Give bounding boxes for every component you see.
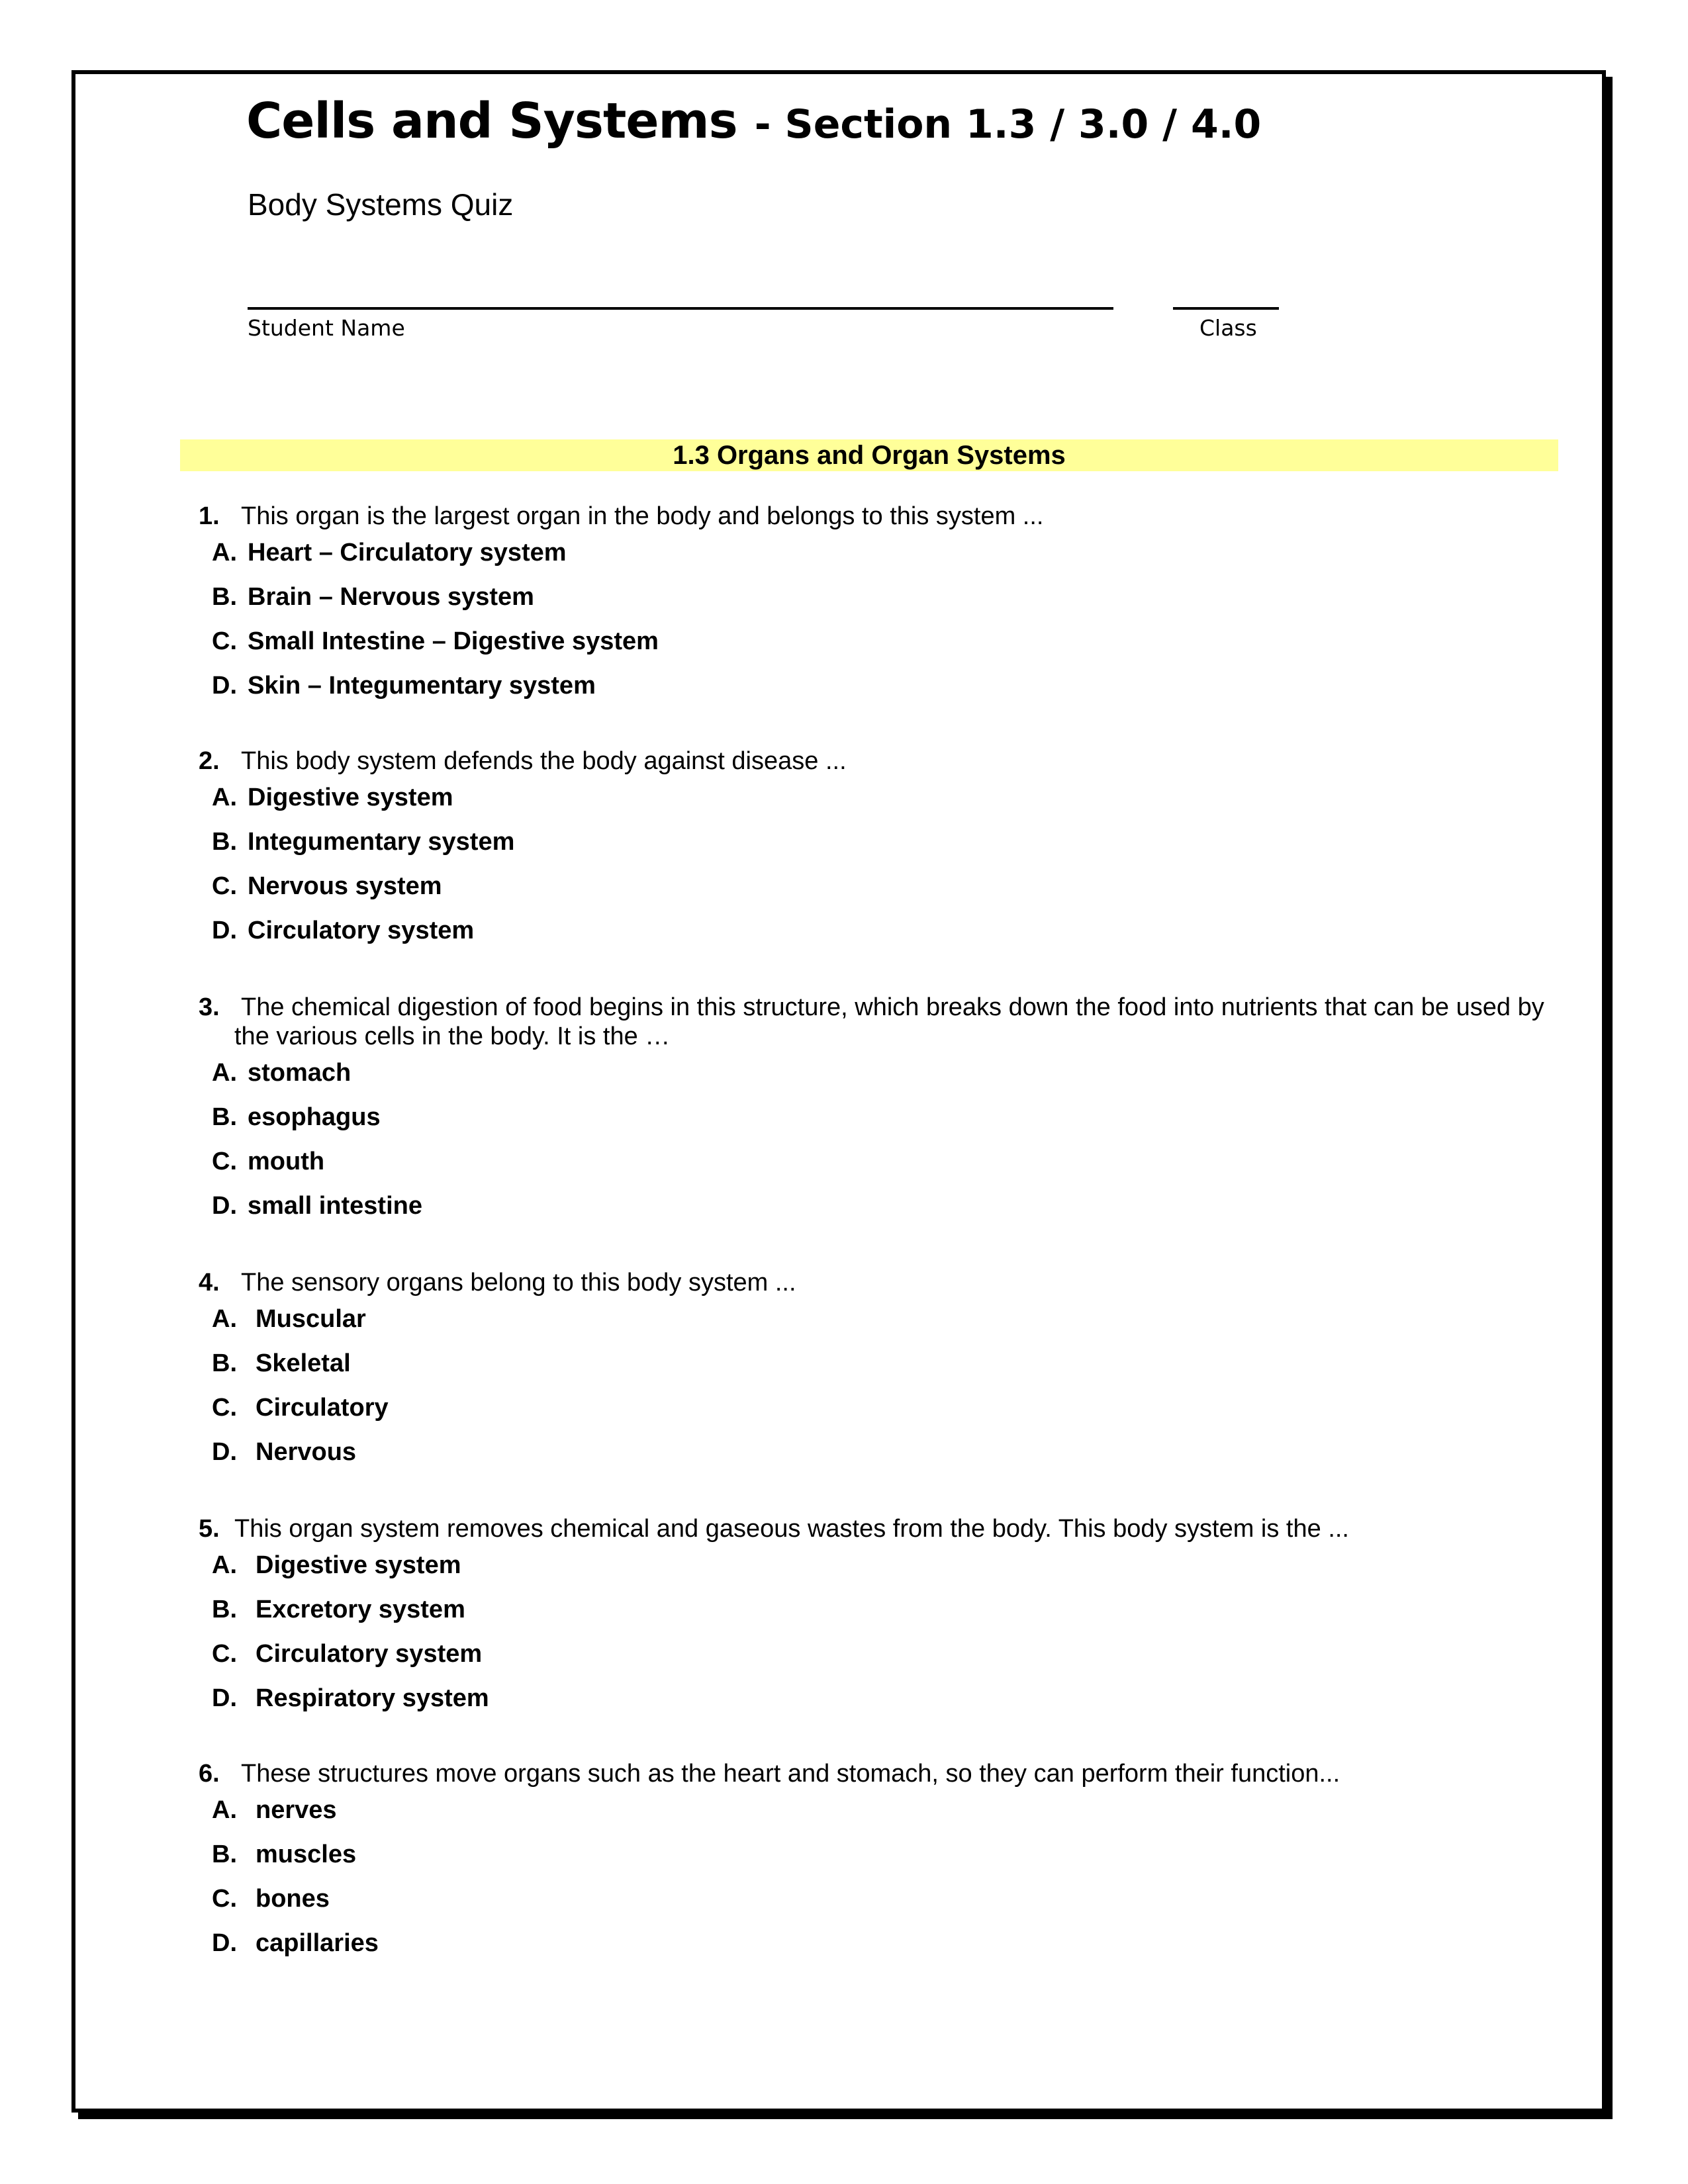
option-letter: D. bbox=[212, 917, 237, 944]
option-text: Brain – Nervous system bbox=[248, 583, 534, 611]
option-text: Excretory system bbox=[256, 1596, 465, 1623]
option-text: Skin – Integumentary system bbox=[248, 672, 596, 700]
option-d[interactable] bbox=[199, 1430, 1562, 1475]
option-text: esophagus bbox=[248, 1103, 381, 1131]
option-text: Muscular bbox=[256, 1305, 366, 1333]
option-text: nerves bbox=[256, 1796, 337, 1824]
question-number: 4. bbox=[199, 1269, 220, 1297]
option-text: Nervous system bbox=[248, 872, 442, 900]
option-letter: B. bbox=[212, 1103, 237, 1131]
title-main: Cells and Systems bbox=[246, 93, 737, 150]
option-text: Circulatory bbox=[256, 1394, 389, 1422]
option-letter: B. bbox=[212, 583, 237, 611]
question-6 bbox=[199, 1759, 1562, 1966]
option-letter: C. bbox=[212, 1885, 237, 1913]
option-text: small intestine bbox=[248, 1192, 422, 1220]
option-b[interactable] bbox=[199, 575, 1562, 619]
class-field[interactable] bbox=[1173, 307, 1279, 310]
option-a[interactable] bbox=[199, 1788, 1562, 1833]
question-text: These structures move organs such as the heart and stomach, so they can perform their function... bbox=[241, 1760, 1340, 1788]
option-b[interactable] bbox=[199, 1342, 1562, 1386]
question-text: This organ system removes chemical and gaseous wastes from the body. This body system is the ... bbox=[234, 1515, 1349, 1543]
option-a[interactable] bbox=[199, 1051, 1562, 1095]
option-d[interactable] bbox=[199, 909, 1562, 953]
question-stem bbox=[199, 993, 1562, 1051]
option-c[interactable] bbox=[199, 1140, 1562, 1184]
answer-options bbox=[199, 1788, 1562, 1966]
answer-options bbox=[199, 1051, 1562, 1228]
option-text: mouth bbox=[248, 1148, 325, 1175]
option-letter: D. bbox=[212, 1684, 237, 1712]
option-text: Respiratory system bbox=[256, 1684, 489, 1712]
option-letter: C. bbox=[212, 872, 237, 900]
option-text: Heart – Circulatory system bbox=[248, 539, 567, 567]
page-title bbox=[246, 93, 1262, 150]
question-stem bbox=[199, 1514, 1562, 1543]
option-letter: B. bbox=[212, 1596, 237, 1623]
answer-options bbox=[199, 1297, 1562, 1475]
option-d[interactable] bbox=[199, 1921, 1562, 1966]
option-b[interactable] bbox=[199, 1095, 1562, 1140]
question-stem bbox=[199, 747, 1562, 776]
option-letter: D. bbox=[212, 1192, 237, 1220]
option-letter: B. bbox=[212, 828, 237, 856]
option-letter: C. bbox=[212, 1148, 237, 1175]
option-text: Digestive system bbox=[256, 1551, 461, 1579]
option-letter: B. bbox=[212, 1349, 237, 1377]
answer-options bbox=[199, 531, 1562, 708]
option-letter: D. bbox=[212, 1929, 237, 1957]
option-text: stomach bbox=[248, 1059, 352, 1087]
option-letter: A. bbox=[212, 784, 237, 811]
option-text: Nervous bbox=[256, 1438, 357, 1466]
option-a[interactable] bbox=[199, 1297, 1562, 1342]
option-c[interactable] bbox=[199, 1386, 1562, 1430]
question-number: 6. bbox=[199, 1760, 220, 1788]
question-text bbox=[234, 993, 1562, 1051]
option-letter: D. bbox=[212, 1438, 237, 1466]
class-label: Class bbox=[1199, 315, 1257, 341]
option-c[interactable] bbox=[199, 1877, 1562, 1921]
option-d[interactable] bbox=[199, 1184, 1562, 1228]
option-a[interactable] bbox=[199, 776, 1562, 820]
option-text: Small Intestine – Digestive system bbox=[248, 627, 659, 655]
question-1 bbox=[199, 502, 1562, 708]
student-name-label: Student Name bbox=[248, 315, 405, 341]
option-text: Integumentary system bbox=[248, 828, 515, 856]
question-number: 3. bbox=[199, 993, 220, 1021]
option-text: Digestive system bbox=[248, 784, 453, 811]
option-text: muscles bbox=[256, 1841, 357, 1868]
option-d[interactable] bbox=[199, 1676, 1562, 1721]
quiz-subtitle: Body Systems Quiz bbox=[248, 187, 514, 222]
option-b[interactable] bbox=[199, 1833, 1562, 1877]
question-stem bbox=[199, 502, 1562, 531]
option-text: Skeletal bbox=[256, 1349, 351, 1377]
option-c[interactable] bbox=[199, 864, 1562, 909]
question-text-line-2: the various cells in the body. It is the … bbox=[234, 1023, 671, 1050]
title-section: - Section 1.3 / 3.0 / 4.0 bbox=[754, 101, 1262, 148]
question-text: This organ is the largest organ in the body and belongs to this system ... bbox=[241, 502, 1044, 530]
option-b[interactable] bbox=[199, 820, 1562, 864]
question-4 bbox=[199, 1268, 1562, 1475]
question-text: This body system defends the body against disease ... bbox=[241, 747, 847, 775]
question-stem bbox=[199, 1268, 1562, 1297]
option-b[interactable] bbox=[199, 1588, 1562, 1632]
option-text: Circulatory system bbox=[256, 1640, 483, 1668]
option-text: Circulatory system bbox=[248, 917, 475, 944]
question-text: The sensory organs belong to this body system ... bbox=[241, 1269, 796, 1297]
question-2 bbox=[199, 747, 1562, 953]
option-letter: C. bbox=[212, 1394, 237, 1422]
section-heading: 1.3 Organs and Organ Systems bbox=[180, 439, 1558, 471]
question-number: 1. bbox=[199, 502, 220, 530]
option-letter: A. bbox=[212, 1551, 237, 1579]
option-d[interactable] bbox=[199, 664, 1562, 708]
question-number: 2. bbox=[199, 747, 220, 775]
question-3 bbox=[199, 993, 1562, 1228]
option-letter: C. bbox=[212, 1640, 237, 1668]
option-letter: D. bbox=[212, 672, 237, 700]
option-text: bones bbox=[256, 1885, 330, 1913]
student-name-field[interactable] bbox=[248, 307, 1113, 310]
answer-options bbox=[199, 1543, 1562, 1721]
option-letter: C. bbox=[212, 627, 237, 655]
question-5 bbox=[199, 1514, 1562, 1721]
option-letter: A. bbox=[212, 1059, 237, 1087]
option-a[interactable] bbox=[199, 1543, 1562, 1588]
option-letter: A. bbox=[212, 539, 237, 567]
answer-options bbox=[199, 776, 1562, 953]
option-letter: A. bbox=[212, 1305, 237, 1333]
option-text: capillaries bbox=[256, 1929, 379, 1957]
option-c[interactable] bbox=[199, 619, 1562, 664]
option-letter: B. bbox=[212, 1841, 237, 1868]
option-letter: A. bbox=[212, 1796, 237, 1824]
option-a[interactable] bbox=[199, 531, 1562, 575]
question-number: 5. bbox=[199, 1515, 220, 1543]
question-text-line-1: The chemical digestion of food begins in this structure, which breaks down the food into nutrients that can be used by bbox=[241, 993, 1544, 1021]
question-stem bbox=[199, 1759, 1562, 1788]
option-c[interactable] bbox=[199, 1632, 1562, 1676]
